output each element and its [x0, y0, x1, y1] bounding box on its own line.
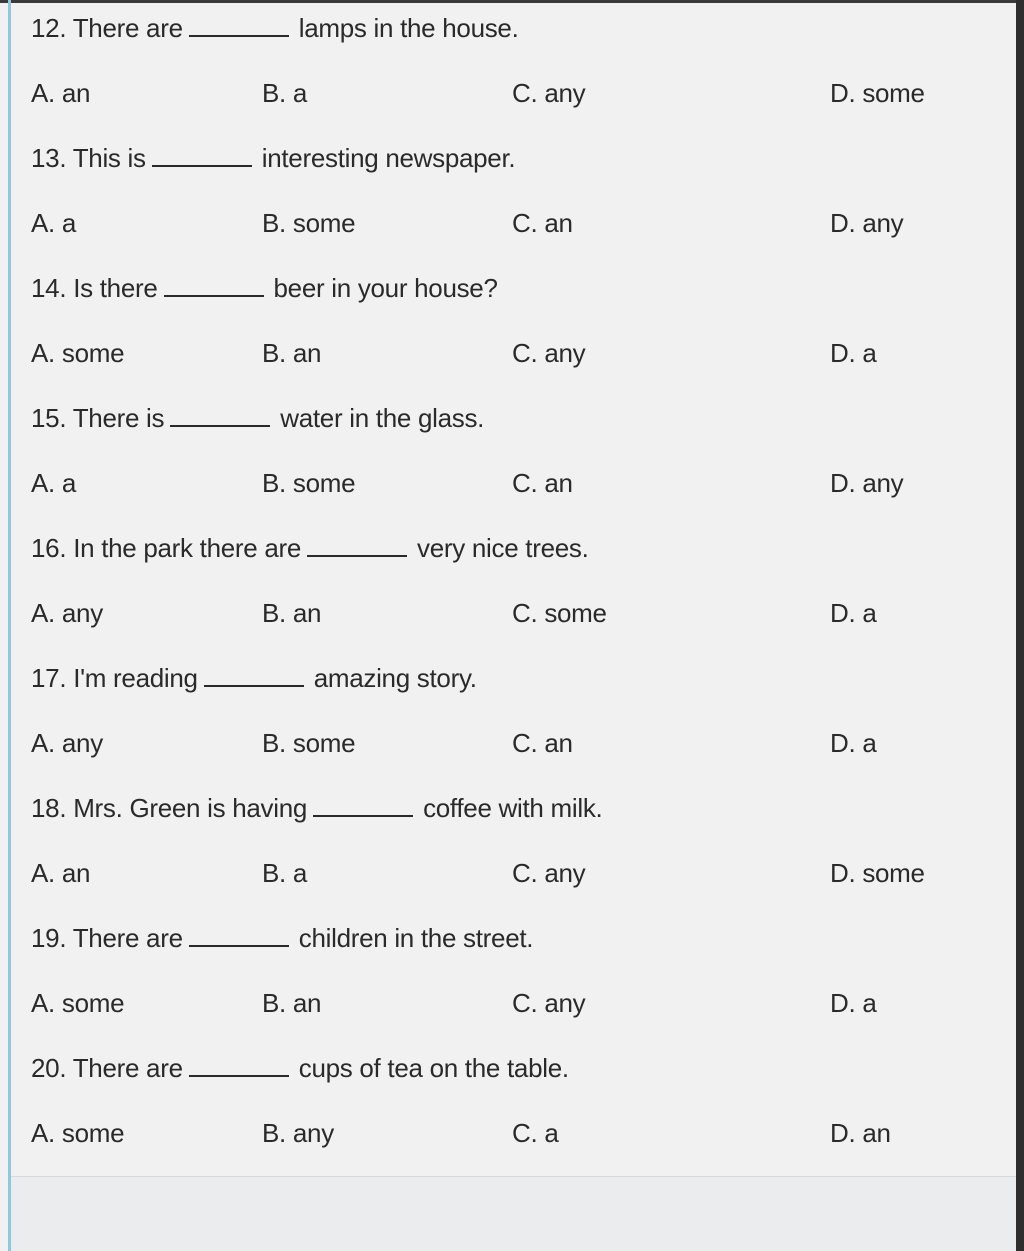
answer-options	[31, 1115, 1001, 1151]
answer-options	[31, 465, 1001, 501]
page-footer	[11, 1176, 1016, 1251]
question-text	[31, 660, 477, 696]
option-b: B. any	[262, 1118, 334, 1148]
option-a: A. any	[31, 728, 103, 758]
question-12	[31, 0, 1001, 130]
question-stem-before: Mrs. Green is having	[73, 793, 308, 823]
question-15	[31, 390, 1001, 520]
option-c: C. any	[512, 338, 586, 368]
answer-blank	[189, 1055, 289, 1077]
answer-blank	[170, 405, 270, 427]
question-14	[31, 260, 1001, 390]
question-stem-after: beer in your house?	[273, 273, 498, 303]
answer-blank	[189, 15, 289, 37]
question-stem-before: There are	[72, 1053, 183, 1083]
option-d: D. any	[830, 208, 904, 238]
answer-blank	[152, 145, 252, 167]
question-stem-after: lamps in the house.	[298, 13, 519, 43]
option-d: D. some	[830, 858, 925, 888]
question-text	[31, 1050, 569, 1086]
question-number: 17.	[31, 663, 67, 693]
answer-options	[31, 595, 1001, 631]
option-d: D. a	[830, 988, 877, 1018]
answer-options	[31, 985, 1001, 1021]
question-18	[31, 780, 1001, 910]
option-d: D. a	[830, 338, 877, 368]
question-16	[31, 520, 1001, 650]
answer-blank	[204, 665, 304, 687]
option-d: D. an	[830, 1118, 891, 1148]
option-c: C. any	[512, 78, 586, 108]
answer-options	[31, 725, 1001, 761]
question-20	[31, 1040, 1001, 1170]
option-b: B. an	[262, 338, 322, 368]
option-a: A. any	[31, 598, 103, 628]
question-stem-before: This is	[72, 143, 146, 173]
option-c: C. an	[512, 468, 573, 498]
answer-blank	[313, 795, 413, 817]
question-stem-before: There is	[72, 403, 165, 433]
question-number: 12.	[31, 13, 67, 43]
option-b: B. an	[262, 988, 322, 1018]
option-c: C. a	[512, 1118, 559, 1148]
option-d: D. a	[830, 598, 877, 628]
question-text	[31, 530, 589, 566]
question-17	[31, 650, 1001, 780]
answer-options	[31, 335, 1001, 371]
question-number: 16.	[31, 533, 67, 563]
question-text	[31, 790, 602, 826]
answer-options	[31, 205, 1001, 241]
option-a: A. an	[31, 858, 91, 888]
question-text	[31, 140, 515, 176]
question-stem-after: cups of tea on the table.	[298, 1053, 569, 1083]
option-c: C. an	[512, 728, 573, 758]
left-accent-rule	[8, 0, 11, 1251]
question-stem-after: very nice trees.	[417, 533, 589, 563]
option-a: A. some	[31, 988, 125, 1018]
question-stem-before: There are	[72, 13, 183, 43]
option-a: A. some	[31, 1118, 125, 1148]
option-b: B. some	[262, 208, 356, 238]
option-d: D. a	[830, 728, 877, 758]
question-number: 20.	[31, 1053, 67, 1083]
option-a: A. a	[31, 208, 77, 238]
right-border	[1016, 0, 1024, 1251]
option-a: A. a	[31, 468, 77, 498]
question-number: 14.	[31, 273, 67, 303]
option-b: B. an	[262, 598, 322, 628]
question-text	[31, 920, 533, 956]
answer-blank	[307, 535, 407, 557]
option-c: C. any	[512, 988, 586, 1018]
option-b: B. some	[262, 728, 356, 758]
question-text	[31, 270, 498, 306]
question-stem-before: Is there	[73, 273, 158, 303]
question-text	[31, 400, 484, 436]
option-c: C. an	[512, 208, 573, 238]
question-number: 13.	[31, 143, 67, 173]
option-a: A. an	[31, 78, 91, 108]
question-number: 15.	[31, 403, 67, 433]
answer-options	[31, 75, 1001, 111]
option-d: D. some	[830, 78, 925, 108]
answer-blank	[189, 925, 289, 947]
option-b: B. a	[262, 858, 308, 888]
answer-options	[31, 855, 1001, 891]
question-13	[31, 130, 1001, 260]
option-c: C. any	[512, 858, 586, 888]
question-stem-after: coffee with milk.	[423, 793, 603, 823]
question-stem-after: children in the street.	[298, 923, 534, 953]
option-a: A. some	[31, 338, 125, 368]
option-d: D. any	[830, 468, 904, 498]
option-b: B. a	[262, 78, 308, 108]
question-stem-after: amazing story.	[313, 663, 477, 693]
question-stem-before: I'm reading	[73, 663, 198, 693]
question-19	[31, 910, 1001, 1040]
question-number: 19.	[31, 923, 67, 953]
question-text	[31, 10, 519, 46]
question-stem-after: water in the glass.	[280, 403, 485, 433]
option-b: B. some	[262, 468, 356, 498]
question-stem-after: interesting newspaper.	[261, 143, 516, 173]
answer-blank	[164, 275, 264, 297]
question-stem-before: In the park there are	[73, 533, 302, 563]
question-stem-before: There are	[72, 923, 183, 953]
question-number: 18.	[31, 793, 67, 823]
option-c: C. some	[512, 598, 607, 628]
